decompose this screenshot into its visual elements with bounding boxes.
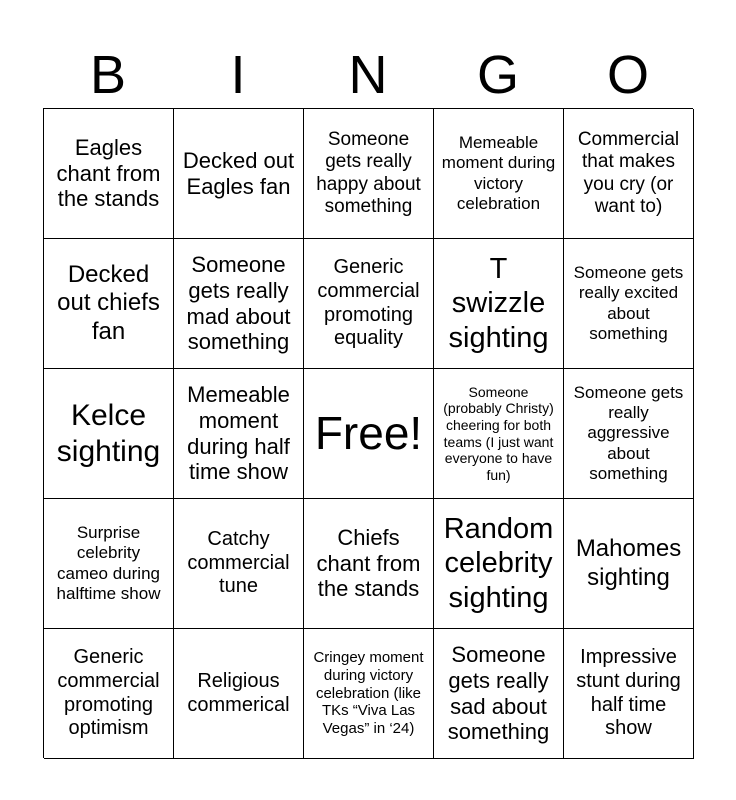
bingo-cell-r4-c3[interactable]: Someone gets really sad about something — [434, 629, 564, 759]
header-letter-n: N — [348, 45, 388, 105]
bingo-header — [43, 44, 693, 106]
bingo-cell-r4-c1[interactable]: Religious commerical — [174, 629, 304, 759]
bingo-cell-r2-c3[interactable]: Someone (probably Christy) cheering for both teams (I just want everyone to have fun) — [434, 369, 564, 499]
bingo-cell-r2-c0[interactable]: Kelce sighting — [44, 369, 174, 499]
header-letter-b: B — [89, 45, 127, 105]
header-letter-g: G — [476, 45, 519, 105]
bingo-board — [43, 108, 693, 758]
bingo-cell-r4-c2[interactable]: Cringey moment during victory celebration (like TKs “Viva Las Vegas” in ‘24) — [304, 629, 434, 759]
bingo-cell-r0-c1[interactable]: Decked out Eagles fan — [174, 109, 304, 239]
bingo-cell-free[interactable]: Free! — [304, 369, 434, 499]
header-letter-o: O — [606, 45, 649, 105]
bingo-cell-r1-c3[interactable]: T swizzle sighting — [434, 239, 564, 369]
header-letter-i: I — [230, 45, 246, 105]
bingo-cell-r3-c2[interactable]: Chiefs chant from the stands — [304, 499, 434, 629]
bingo-cell-r0-c2[interactable]: Someone gets really happy about something — [304, 109, 434, 239]
bingo-cell-r3-c3[interactable]: Random celebrity sighting — [434, 499, 564, 629]
bingo-cell-r1-c0[interactable]: Decked out chiefs fan — [44, 239, 174, 369]
bingo-cell-r3-c1[interactable]: Catchy commercial tune — [174, 499, 304, 629]
bingo-cell-r4-c0[interactable]: Generic commercial promoting optimism — [44, 629, 174, 759]
bingo-cell-r1-c1[interactable]: Someone gets really mad about something — [174, 239, 304, 369]
bingo-cell-r3-c0[interactable]: Surprise celebrity cameo during halftime show — [44, 499, 174, 629]
bingo-cell-r1-c4[interactable]: Someone gets really excited about something — [564, 239, 694, 369]
bingo-cell-r3-c4[interactable]: Mahomes sighting — [564, 499, 694, 629]
bingo-cell-r1-c2[interactable]: Generic commercial promoting equality — [304, 239, 434, 369]
bingo-cell-r0-c0[interactable]: Eagles chant from the stands — [44, 109, 174, 239]
bingo-cell-r4-c4[interactable]: Impressive stunt during half time show — [564, 629, 694, 759]
bingo-cell-r2-c4[interactable]: Someone gets really aggressive about something — [564, 369, 694, 499]
bingo-cell-r0-c4[interactable]: Commercial that makes you cry (or want to) — [564, 109, 694, 239]
bingo-cell-r0-c3[interactable]: Memeable moment during victory celebration — [434, 109, 564, 239]
bingo-cell-r2-c1[interactable]: Memeable moment during half time show — [174, 369, 304, 499]
